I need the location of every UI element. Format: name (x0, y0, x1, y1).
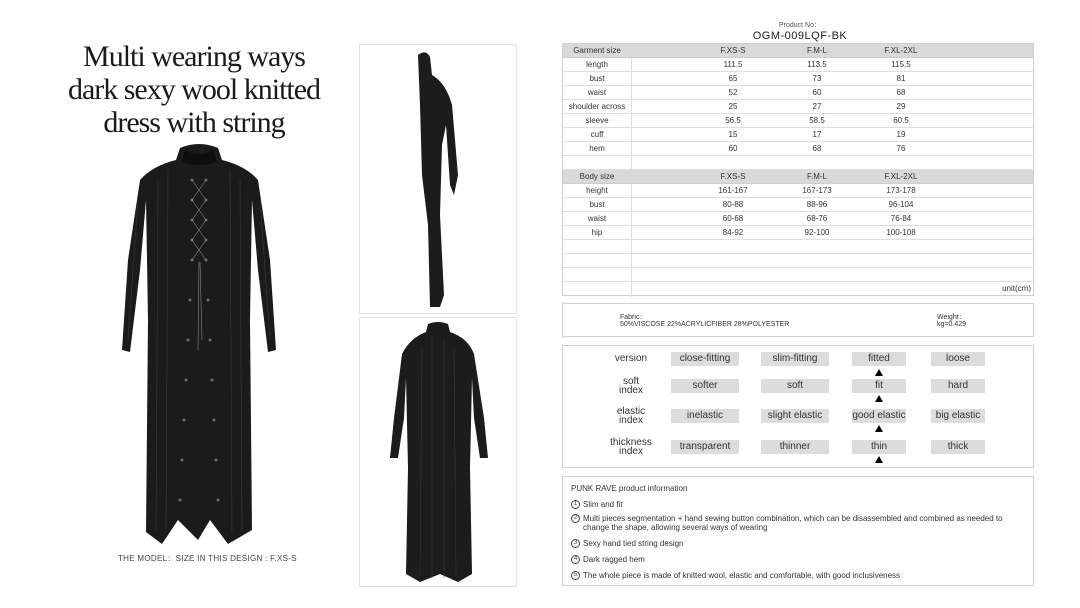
product-number-value: OGM-009LQF-BK (752, 30, 848, 42)
size-chart (562, 43, 1034, 296)
soft-option: soft (761, 379, 829, 393)
selected-marker-icon (875, 456, 883, 463)
bullet-number-icon: 5 (571, 571, 580, 580)
weight-label: Weight： (937, 314, 966, 321)
size-header: F.M-L (807, 46, 827, 55)
body-size-header (563, 170, 1033, 184)
cell: 27 (812, 102, 822, 111)
row-label: shoulder across (568, 102, 626, 111)
cell: 29 (896, 102, 906, 111)
cell: 19 (896, 130, 906, 139)
bullet-number-icon: 1 (571, 500, 580, 509)
dress-side-image (360, 45, 516, 313)
cell: 161-167 (718, 186, 748, 195)
table-row (563, 100, 1033, 114)
bullet-number-icon: 2 (571, 514, 580, 523)
size-header: F.XS-S (720, 46, 746, 55)
cell: 52 (728, 88, 738, 97)
table-row-empty (563, 240, 1033, 254)
unit-label: unit(cm) (1002, 284, 1031, 293)
cell: 76 (896, 144, 906, 153)
cell: 80-88 (722, 200, 744, 209)
cell: 167-173 (802, 186, 832, 195)
table-row (563, 212, 1033, 226)
table-row (563, 226, 1033, 240)
soft-option: softer (671, 379, 739, 393)
fabric-value: 50%VISCOSE 22%ACRYLICFIBER 28%POLYESTER (620, 321, 790, 328)
version-option: slim-fitting (761, 352, 829, 366)
row-label: length (586, 60, 608, 69)
row-label: height (586, 186, 608, 195)
version-label: version (614, 353, 648, 364)
selected-marker-icon (875, 395, 883, 402)
version-option-selected: fitted (852, 352, 906, 366)
table-row (563, 72, 1033, 86)
soft-index-label: soft index (619, 376, 643, 396)
garment-size-title: Garment size (573, 46, 621, 55)
table-row (563, 128, 1033, 142)
thickness-option: thick (931, 440, 985, 454)
fit-index-chart (562, 345, 1034, 468)
list-item (571, 514, 1026, 532)
table-row (563, 58, 1033, 72)
dress-side-photo (359, 44, 517, 314)
table-row (563, 142, 1033, 156)
body-size-title: Body size (579, 172, 615, 181)
cell: 60 (728, 144, 738, 153)
row-label: sleeve (585, 116, 609, 125)
cell: 173-178 (886, 186, 916, 195)
cell: 17 (812, 130, 822, 139)
elastic-option-selected: good elastic (852, 410, 906, 421)
selected-marker-icon (875, 425, 883, 432)
size-header: F.XS-S (720, 172, 746, 181)
thickness-option: transparent (671, 440, 739, 454)
cell: 113.5 (807, 60, 827, 69)
row-label: hem (589, 144, 605, 153)
table-row (563, 198, 1033, 212)
list-item-text: Sexy hand tied string design (583, 539, 684, 548)
table-row (563, 184, 1033, 198)
list-item (571, 555, 1026, 564)
cell: 68-76 (806, 214, 828, 223)
dress-front-image (118, 140, 280, 548)
fabric-label: Fabric： (620, 314, 647, 321)
cell: 60.5 (893, 116, 909, 125)
elastic-index-label: elastic index (616, 406, 646, 426)
cell: 58.5 (809, 116, 825, 125)
size-header: F.M-L (807, 172, 827, 181)
bullet-number-icon: 4 (571, 555, 580, 564)
cell: 65 (728, 74, 738, 83)
cell: 15 (728, 130, 738, 139)
row-label: bust (589, 200, 605, 209)
weight-value: kg=0.429 (937, 321, 966, 328)
cell: 25 (728, 102, 738, 111)
cell: 96-104 (888, 200, 914, 209)
cell: 60-68 (722, 214, 744, 223)
list-item-text: Dark ragged hem (583, 555, 645, 564)
bullet-number-icon: 3 (571, 539, 580, 548)
soft-option-selected: fit (852, 379, 906, 393)
table-row (563, 86, 1033, 100)
size-header: F.XL-2XL (884, 172, 918, 181)
garment-size-header (563, 44, 1033, 58)
list-item (571, 500, 1026, 509)
elastic-option: slight elastic (761, 409, 829, 423)
cell: 68 (812, 144, 822, 153)
version-option: loose (931, 352, 985, 366)
product-number (745, 20, 855, 42)
thickness-index-label: thickness index (610, 437, 652, 457)
list-item-text: Slim and fit (583, 500, 623, 509)
thickness-option-selected: thin (852, 440, 906, 454)
elastic-option: inelastic (671, 409, 739, 423)
cell: 60 (812, 88, 822, 97)
model-size-caption: THE MODEL：SIZE IN THIS DESIGN : F.XS-S (118, 554, 297, 563)
row-label: cuff (590, 130, 604, 139)
table-row-empty (563, 268, 1033, 282)
cell: 68 (896, 88, 906, 97)
row-label: waist (587, 214, 607, 223)
row-label: waist (587, 88, 607, 97)
product-number-label: Product No： (778, 22, 822, 29)
cell: 111.5 (723, 60, 743, 69)
version-option: close-fitting (671, 352, 739, 366)
thickness-option: thinner (761, 440, 829, 454)
row-label: hip (591, 228, 603, 237)
info-heading: PUNK RAVE product information (571, 484, 688, 493)
elastic-option: big elastic (931, 409, 985, 423)
cell: 73 (812, 74, 822, 83)
row-label: bust (589, 74, 605, 83)
product-information (562, 476, 1034, 586)
soft-option: hard (931, 379, 985, 393)
cell: 115.5 (891, 60, 911, 69)
selected-marker-icon (875, 369, 883, 376)
cell: 76-84 (890, 214, 912, 223)
list-item (571, 539, 1026, 548)
cell: 88-96 (806, 200, 828, 209)
cell: 84-92 (722, 228, 744, 237)
size-header: F.XL-2XL (884, 46, 918, 55)
list-item (571, 571, 1026, 580)
dress-back-photo (359, 317, 517, 587)
table-row-empty (563, 156, 1033, 170)
cell: 92-100 (804, 228, 830, 237)
page-title: Multi wearing ways dark sexy wool knitted dress with string (67, 40, 321, 139)
table-row (563, 114, 1033, 128)
cell: 81 (896, 74, 906, 83)
cell: 100-108 (886, 228, 916, 237)
cell: 56.5 (725, 116, 741, 125)
list-item-text: The whole piece is made of knitted wool, elastic and comfortable, with good inclusiveness (583, 571, 901, 580)
table-row-empty (563, 254, 1033, 268)
dress-back-image (360, 318, 516, 586)
fabric-info (562, 303, 1034, 337)
list-item-text: Multi pieces segmentation + hand sewing button combination, which can be disassembled and combined as needed to change the shape, allowing several ways of wearing (583, 514, 1003, 532)
